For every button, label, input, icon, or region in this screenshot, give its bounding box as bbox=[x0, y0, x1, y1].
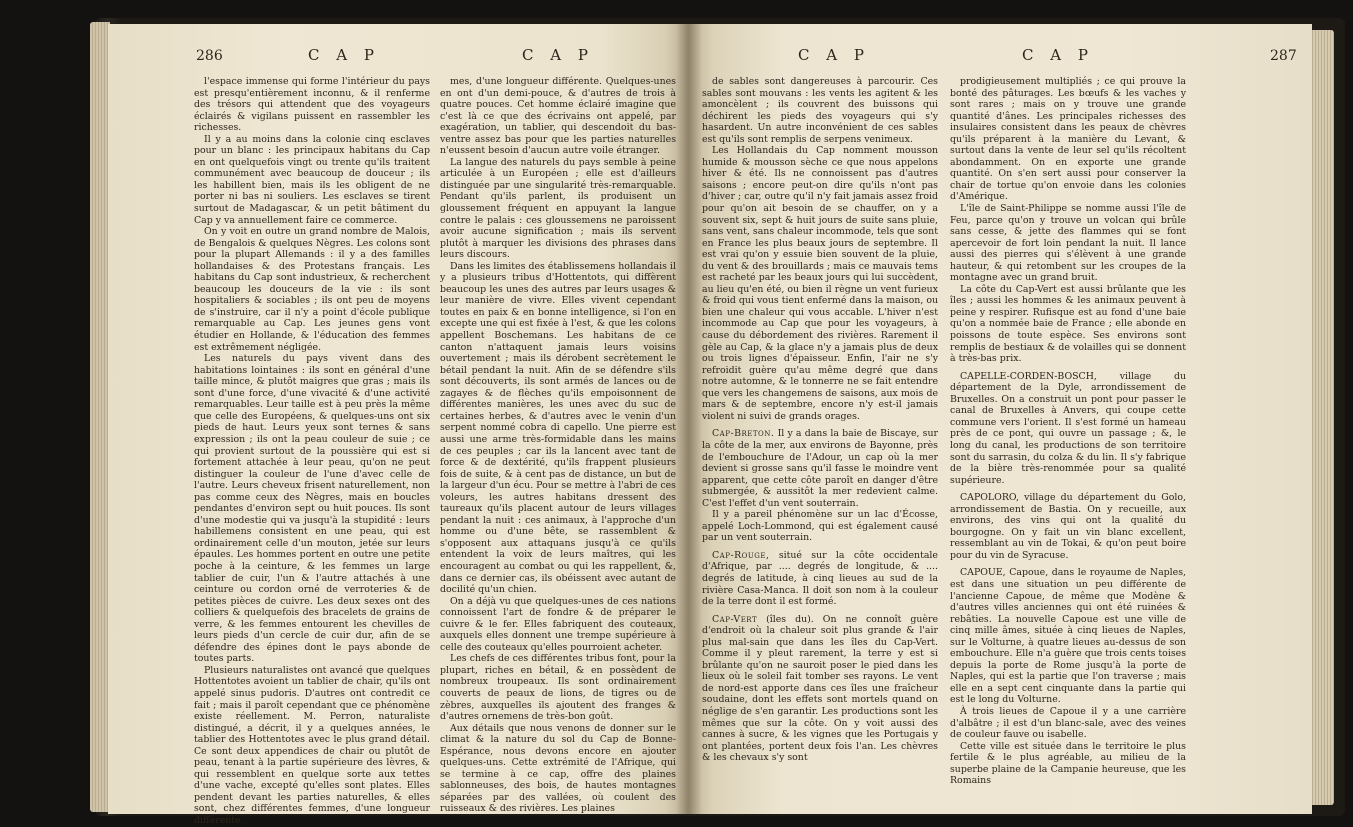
paragraph: Les Hollandais du Cap nomment mousson humide & mousson sèche ce que nous appelons hiver & été. Ils ne connoissent pas d'autres saisons ; encore peut-on dire qu'ils n'ont pas d'hiver ; car, outre qu'il n'y fait jamais assez froid pour qu'on ait besoin de se chauffer, on y a souvent six, sept & huit jours de suite sans pluie, sans vent, sans chaleur incommode, tels que sont en France les plus beaux jours de septembre. Il est vrai qu'on y essuie bien souvent de la pluie, du vent & des brouillards ; mais ce mauvais tems est racheté par les beaux jours qui lui succèdent, au lieu qu'en été, ou bien il règne un vent furieux & froid qui vous tient enfermé dans la maison, ou bien une chaleur qui vous accable. L'hiver n'est incommode au Cap que pour les voyageurs, à cause du débordement des rivières. Rarement il gèle au Cap, & la glace n'y a jamais plus de deux ou trois lignes d'épaisseur. Enfin, l'air ne s'y refroidit guère qu'au même degré que dans notre automne, & le tonnerre ne se fait entendre que vers les changemens de saisons, aux mois de mars & de septembre, encore n'y est-il jamais violent ni suivi de grands orages. bbox=[702, 145, 938, 422]
paragraph: À trois lieues de Capoue il y a une carrière d'albâtre ; il est d'un blanc-sale, avec des veines de couleur fauve ou isabelle. bbox=[950, 705, 1186, 741]
entry-text: village du département du Golo, arrondissement de Bastia. On y recueille, aux environs, des vins qui ont la qualité du bourgogne. On y fait un vin blanc excellent, ressemblant au vin de Tokai, & qu'on peut boire pour du vin de Syracuse. bbox=[950, 492, 1186, 561]
paragraph: l'espace immense qui forme l'intérieur du pays est presqu'entièrement inconnu, & il renferme des trésors qui attendent que des voyageurs éclairés & vigilans puissent en rassembler les richesses. bbox=[194, 76, 430, 134]
left-running-head-1: C A P bbox=[308, 46, 380, 64]
right-running-head-2: C A P bbox=[1022, 46, 1094, 64]
entry-text: situé sur la côte occidentale d'Afrique, par .... degrés de longitude, & .... degrés de latitude, à cinq lieues au sud de la rivière Casa-Manca. Il doit son nom à la couleur de la terre dont il est formé. bbox=[702, 549, 938, 608]
book-gutter bbox=[676, 24, 702, 814]
dictionary-entry bbox=[950, 567, 1186, 706]
right-page bbox=[688, 24, 1312, 814]
paragraph: La côte du Cap-Vert est aussi brûlante que les îles ; aussi les hommes & les animaux peuvent à peine y respirer. Rufisque est au fond d'une baie qu'on a nommée baie de France ; elle abonde en poissons de toute espèce. Ses environs sont remplis de bestiaux & de volailles qui se donnent à très-bas prix. bbox=[950, 283, 1186, 365]
paragraph: mes, d'une longueur différente. Quelques-unes en ont d'un demi-pouce, & d'autres de trois à quatre pouces. Cet homme éclairé imagine que c'est là ce que des écrivains ont appelé, par exagération, un tablier, qui descendoit du bas-ventre assez bas pour que les parties naturelles n'eussent besoin d'aucun autre voile étranger. bbox=[440, 76, 676, 157]
right-page-header bbox=[688, 46, 1312, 68]
entry-headword: Cap-Breton. bbox=[712, 428, 775, 440]
dictionary-entry bbox=[702, 428, 938, 509]
entry-text: Il y a dans la baie de Biscaye, sur la côte de la mer, aux environs de Bayonne, près de l'embouchure de l'Adour, un cap où la mer devient si grosse sans qu'il fasse le moindre vent apparent, que cette côte paroît en danger d'être submergée, & aussitôt la mer redevient calme. C'est l'effet d'un vent souterrain. bbox=[702, 428, 938, 509]
paragraph: Cette ville est située dans le territoire le plus fertile & le plus agréable, au milieu de la superbe plaine de la Campanie heureuse, que les Romains bbox=[950, 740, 1186, 787]
left-page bbox=[108, 24, 688, 826]
paragraph: La langue des naturels du pays semble à peine articulée à un Européen ; elle est d'ailleurs distinguée par une singularité très-remarquable. Pendant qu'ils parlent, ils produisent un gloussement fréquent en appuyant la langue contre le palais : ces gloussemens ne paroissent avoir aucune signification ; mais ils servent plutôt à marquer les divisions des phrases dans leurs discours. bbox=[440, 156, 676, 261]
dictionary-entry bbox=[950, 492, 1186, 561]
left-page-header bbox=[108, 46, 688, 68]
left-page-edges bbox=[90, 22, 110, 812]
entry-headword: Cap-Vert bbox=[712, 613, 758, 625]
paragraph: L'île de Saint-Philippe se nomme aussi l'île de Feu, parce qu'on y trouve un volcan qui brûle sans cesse, & jette des flammes qui se font apercevoir de fort loin pendant la nuit. Il lance aussi des pierres qui s'élèvent à une grande hauteur, & qui retombent sur les croupes de la montagne avec un grand bruit. bbox=[950, 203, 1186, 284]
paragraph: On a déjà vu que quelques-unes de ces nations connoissent l'art de fondre & de préparer le cuivre & le fer. Elles fabriquent des couteaux, auxquels elles donnent une trempe supérieure à celle des couteaux qu'elles pourroient acheter. bbox=[440, 595, 676, 653]
paragraph: Plusieurs naturalistes ont avancé que quelques Hottentotes avoient un tablier de chair, qu'ils ont appelé sinus pudoris. D'autres ont contredit ce fait ; mais il paroît cependant que ce phénomène existe réellement. M. Perron, naturaliste distingué, a décrit, il y a quelques années, le tablier des Hottentotes avec le plus grand détail. Ce sont deux appendices de chair ou plutôt de peau, tenant à la partie supérieure des lèvres, & qui ressemblent en quelque sorte aux tettes d'une vache, excepté qu'elles sont plates. Elles pendent devant les parties naturelles, & elles sont, chez différentes femmes, d'une longueur différente. bbox=[194, 664, 430, 826]
paragraph: On y voit en outre un grand nombre de Malois, de Bengalois & quelques Nègres. Les colons sont pour la plupart Allemands : il y a des familles hollandaises & des Protestans français. Les habitans du Cap sont industrieux, & recherchent beaucoup les douceurs de la vie : ils sont hospitaliers & sociables ; ils ont peu de moyens de s'instruire, car il n'y a point d'école publique remarquable au Cap. Les jeunes gens vont étudier en Hollande, & l'éducation des femmes est extrêmement négligée. bbox=[194, 226, 430, 353]
paragraph: Dans les limites des établissemens hollandais il y a plusieurs tribus d'Hottentots, qui diffèrent beaucoup les unes des autres par leurs usages & leur manière de vivre. Elles vivent cependant toutes en paix & en bonne intelligence, si l'on en excepte une qui est fixée à l'est, & que les colons appellent Boschemans. Les habitans de ce canton n'attaquent jamais leurs voisins ouvertement ; mais ils dérobent secrètement le bétail pendant la nuit. Afin de se défendre s'ils sont découverts, ils sont armés de lances ou de zagayes & de flèches qu'ils empoisonnent de différentes manières, les unes avec du suc de certaines herbes, & d'autres avec le venin d'un serpent nommé cobra di capello. Une pierre est aussi une arme très-formidable dans les mains de ces peuples ; car ils la lancent avec tant de force & de dextérité, qu'ils frappent plusieurs fois de suite, & à cent pas de distance, un but de la largeur d'un écu. Pour se mettre à l'abri de ces voleurs, les autres habitans dressent des taureaux qu'ils placent autour de leurs villages pendant la nuit : ces animaux, à l'approche d'un homme ou d'une bête, se rassemblent & s'opposent aux attaquans jusqu'à ce qu'ils entendent la voix de leurs maîtres, qui les encouragent au combat ou qui les rappellent, &, dans ce dernier cas, ils obéissent avec autant de docilité qu'un chien. bbox=[440, 260, 676, 596]
paragraph: prodigieusement multipliés ; ce qui prouve la bonté des pâturages. Les bœufs & les vaches y sont rares ; mais on y trouve une grande quantité d'ânes. Les principales richesses des insulaires consistent dans les peaux de chèvres qu'ils préparent à la manière du Levant, & surtout dans la vente de leur sel qu'ils récoltent abondamment. On en exporte une grande quantité. On s'en sert aussi pour conserver la chair de tortue qu'on envoie dans les colonies d'Amérique. bbox=[950, 76, 1186, 203]
right-running-head-1: C A P bbox=[798, 46, 870, 64]
entry-headword: Cap-Rouge, bbox=[712, 549, 770, 561]
entry-text: village du département de la Dyle, arrondissement de Bruxelles. On a construit un pont pour passer le canal de Bruxelles à Anvers, qui coupe cette commune vers l'orient. Il s'est formé un hameau près de ce pont, qui ouvre un passage ; &, le long du canal, les productions de son territoire sont du sarrasin, du colza & du lin. Il s'y fabrique de la bière très-renommée pour sa qualité supérieure. bbox=[950, 370, 1187, 486]
entry-headword: CAPOUE, Capoue, bbox=[960, 567, 1049, 579]
dictionary-entry bbox=[702, 614, 938, 764]
dictionary-entry bbox=[950, 371, 1186, 486]
paragraph: Il y a au moins dans la colonie cinq esclaves pour un blanc : les principaux habitans du Cap en ont quelquefois vingt ou trente qu'ils traitent communément avec beaucoup de douceur ; ils les habillent bien, mais ils les obligent de ne porter ni bas ni souliers. Les esclaves se tirent surtout de Madagascar, & un petit bâtiment du Cap y va annuellement faire ce commerce. bbox=[194, 133, 430, 226]
paragraph: de sables sont dangereuses à parcourir. Ces sables sont mouvans : les vents les agitent & les amoncèlent ; ils couvrent des buissons qui déchirent les pieds des voyageurs qui s'y hasardent. Un autre inconvénient de ces sables est qu'ils sont remplis de serpens venimeux. bbox=[702, 76, 938, 145]
right-column-2 bbox=[950, 76, 1186, 787]
right-page-edges bbox=[1310, 30, 1334, 805]
left-page-number: 286 bbox=[196, 48, 223, 64]
entry-text: dans le royaume de Naples, est dans une situation un peu différente de l'ancienne Capoue, de même que Modène & d'autres villes anciennes qui ont été ruinées & rebâties. La nouvelle Capoue est une ville de cinq mille âmes, située à cinq lieues de Naples, sur le Volturne, à quatre lieues au-dessus de son embouchure. Elle n'a guère que trois cents toises depuis la porte de Rome jusqu'à la porte de Naples, qui est la partie que l'on traverse ; mais elle en a sept cent cinquante dans la partie qui est le long du Volturne. bbox=[950, 567, 1187, 706]
paragraph: Les naturels du pays vivent dans des habitations lointaines : ils sont en général d'une taille mince, & plutôt maigres que gras ; mais ils sont d'une force, d'une vivacité & d'une activité remarquables. Leur taille est à peu près la même que celle des Européens, & quelques-uns ont six pieds de haut. Leurs yeux sont ternes & sans expression ; ils ont la peau couleur de suie ; ce qui provient surtout de la poussière qui est si fortement attachée à leur peau, qu'on ne peut distinguer la couleur de l'une d'avec celle de l'autre. Leurs cheveux frisent naturellement, non pas comme ceux des Nègres, mais en boucles pendantes d'environ sept ou huit pouces. Ils sont d'une modestie qui va jusqu'à la stupidité : leurs habillemens consistent en une peau, qui est ordinairement celle d'un mouton, jetée sur leurs épaules. Les hommes portent en outre une petite poche à la ceinture, & les femmes un large tablier de cuir, l'un & l'autre attachés à une ceinture ou cordon orné de verroteries & de petites pièces de cuivre. Les deux sexes ont des colliers & quelquefois des bracelets de grains de verre, & les femmes entourent les chevilles de leurs pieds d'un cercle de cuir dur, afin de se défendre des épines dont le pays abonde de toutes parts. bbox=[194, 353, 430, 665]
paragraph: Il y a pareil phénomène sur un lac d'Écosse, appelé Loch-Lommond, qui est également causé par un vent souterrain. bbox=[702, 509, 938, 544]
dictionary-entry bbox=[702, 550, 938, 608]
left-column-1 bbox=[194, 76, 430, 827]
left-running-head-2: C A P bbox=[522, 46, 594, 64]
right-column-1 bbox=[702, 76, 938, 764]
paragraph: Aux détails que nous venons de donner sur le climat & la nature du sol du Cap de Bonne-Espérance, nous devons encore en ajouter quelques-uns. Cette extrémité de l'Afrique, qui se termine à ce cap, offre des plaines sablonneuses, des bois, de hautes montagnes séparées par des vallées, où coulent des ruisseaux & des rivières. Les plaines bbox=[440, 722, 676, 815]
entry-headword: CAPELLE-CORDEN-BOSCH, bbox=[960, 370, 1097, 382]
entry-text: (îles du). On ne connoît guère d'endroit où la chaleur soit plus grande & l'air plus mal-sain que dans les îles du Cap-Vert. Comme il y pleut rarement, la terre y est si brûlante qu'on ne sauroit poser le pied dans les lieux où le soleil fait tomber ses rayons. Le vent de nord-est apporte dans ces îles une fraîcheur soudaine, dont les effets sont mortels quand on néglige de s'en garantir. Les productions sont les mêmes que sur la côte. On y voit aussi des cannes à sucre, & les vignes que les Portugais y ont plantées, portent deux fois l'an. Les chèvres & les chevaux s'y sont bbox=[702, 613, 938, 764]
left-column-2 bbox=[440, 76, 676, 815]
right-page-number: 287 bbox=[1270, 48, 1297, 64]
entry-headword: CAPOLORO, bbox=[960, 492, 1020, 504]
paragraph: Les chefs de ces différentes tribus font, pour la plupart, riches en bétail, & en possèdent de nombreux troupeaux. Ils sont ordinairement couverts de peaux de lions, de tigres ou de zèbres, auxquelles ils ajoutent des franges & d'autres ornemens de très-bon goût. bbox=[440, 653, 676, 723]
